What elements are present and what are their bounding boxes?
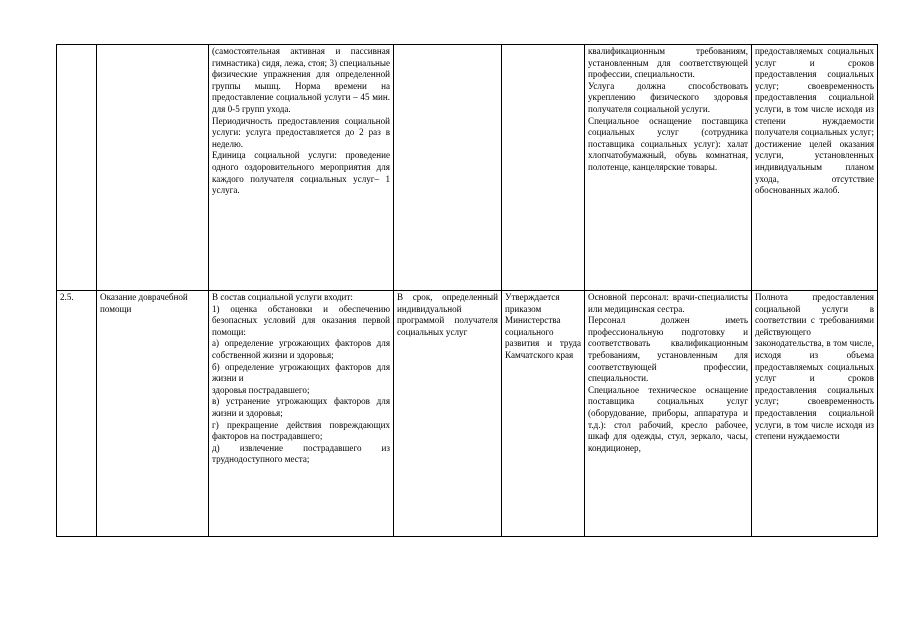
evaluation-paragraph: предоставляемых социальных услуг и сроков предоставления социальных услуг; своевременность предоставления социальной услуги, в том числе исходя из степени нуждаемости получателя социальных услуг; достижение целей оказания услуги, установленных индивидуальным планом ухода, отсутствие обоснованных жалоб.	[755, 46, 874, 196]
conditions-paragraph: Услуга должна способствовать укреплению физического здоровья получателя социальной услуги.	[588, 80, 748, 114]
content-paragraph: а) определение угрожающих факторов для собственной жизни и здоровья;	[212, 338, 390, 360]
content-paragraph: д) извлечение пострадавшего из труднодоступного места;	[212, 442, 390, 465]
cell-tariff: Утверждается приказом Министерства социального развития и труда Камчатского края	[502, 291, 585, 537]
content-paragraph: 1) оценка обстановки и обеспечению безопасных условий для оказания первой помощи:	[212, 303, 390, 337]
content-paragraph: Единица социальной услуги: проведение одного оздоровительного мероприятия для каждого получателя социальных услуг– 1 услуга.	[212, 150, 390, 196]
conditions-paragraph: Специальное техническое оснащение поставщика социальных услуг (оборудование, приборы, аппаратура и т.д.): стол рабочий, кресло рабочее, шкаф для одежды, стул, зеркало, часы, кондиционер,	[588, 384, 748, 453]
content-paragraph: В состав социальной услуги входит:	[212, 292, 353, 302]
cell-term: В срок, определенный индивидуальной программой получателя социальных услуг	[394, 291, 502, 537]
content-paragraph: в) устранение угрожающих факторов для жизни и здоровья;	[212, 396, 390, 418]
cell-tariff	[502, 45, 585, 291]
content-paragraph: г) прекращение действия повреждающих факторов на пострадавшего;	[212, 419, 390, 442]
content-paragraph: Периодичность предоставления социальной услуги: услуга предоставляется до 2 раз в неделю.	[212, 115, 390, 149]
conditions-paragraph: Основной персонал: врачи-специалисты или медицинская сестра.	[588, 292, 748, 314]
conditions-paragraph: квалификационным требованиям, установленным для соответствующей профессии, специальности.	[588, 46, 748, 80]
cell-evaluation	[752, 45, 878, 291]
content-paragraph: б) определение угрожающих факторов для жизни и	[212, 361, 390, 384]
conditions-paragraph: Персонал должен иметь профессиональную подготовку и соответствовать квалификационным требованиям, установленным для соответствующей профессии, специальности.	[588, 315, 748, 384]
content-paragraph: здоровья пострадавшего;	[212, 384, 310, 395]
cell-service-name: Оказание доврачебной помощи	[97, 291, 209, 537]
cell-service-content	[209, 291, 394, 537]
services-table	[56, 44, 878, 537]
cell-number: 2.5.	[57, 291, 97, 537]
cell-number	[57, 45, 97, 291]
cell-term	[394, 45, 502, 291]
table-row	[57, 45, 878, 291]
evaluation-paragraph: Полнота предоставления социальной услуги в соответствии с требованиями действующего законодательства, в том числе, исходя из объема предоставляемых социальных услуг и сроков предоставления социальных услуг; своевременность предоставления социальной услуги, в том числе исходя из степени нуждаемости	[755, 292, 874, 442]
cell-conditions	[585, 45, 752, 291]
cell-service-name	[97, 45, 209, 291]
content-paragraph: (самостоятельная активная и пассивная гимнастика) сидя, лежа, стоя; 3) специальные физические упражнения для определенной группы мышц. Норма времени на предоставление социальной услуги – 45 мин. для 0-5 групп ухода.	[212, 46, 390, 114]
cell-evaluation	[752, 291, 878, 537]
conditions-paragraph: Специальное оснащение поставщика социальных услуг (сотрудника поставщика социальных услуг): халат хлопчатобумажный, обувь комнатная, полотенце, канцелярские товары.	[588, 115, 748, 172]
table-row	[57, 291, 878, 537]
cell-conditions	[585, 291, 752, 537]
cell-service-content	[209, 45, 394, 291]
